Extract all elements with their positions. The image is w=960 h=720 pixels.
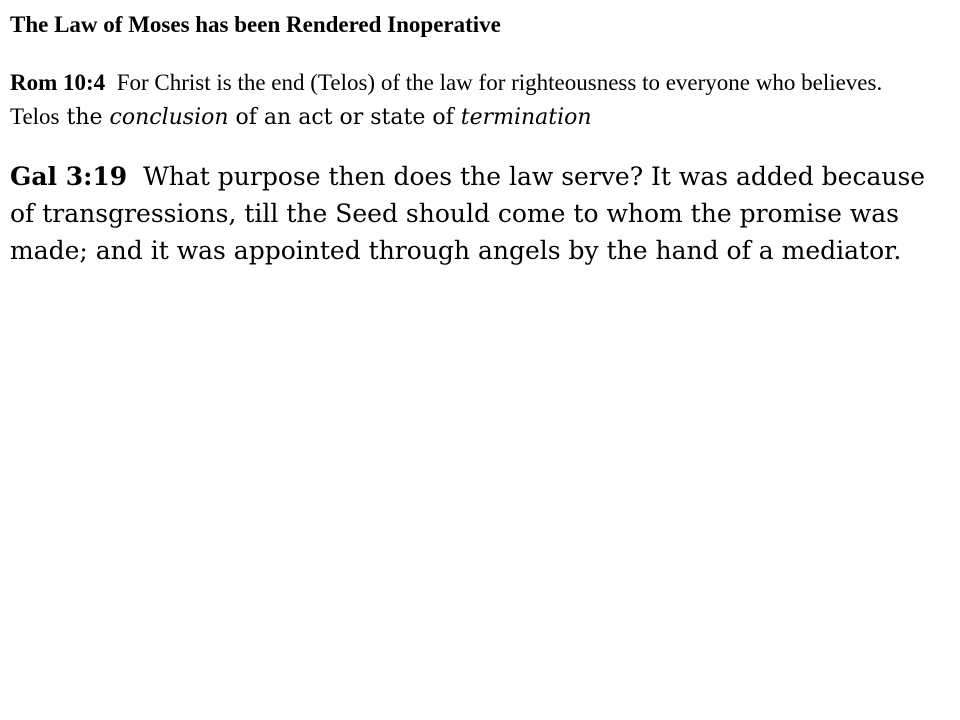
rom-text: For Christ is the end (Telos) of the law for righteousness to everyone who believes. bbox=[116, 70, 883, 95]
rom-reference: Rom 10:4 bbox=[10, 70, 106, 95]
telos-emphasis-conclusion: conclusion bbox=[109, 105, 229, 130]
telos-text-a: the bbox=[66, 105, 103, 130]
telos-definition bbox=[10, 100, 940, 134]
telos-emphasis-termination: termination bbox=[460, 105, 592, 130]
telos-text-b: of an act or state of bbox=[235, 105, 454, 130]
gal-verse bbox=[10, 158, 940, 269]
gal-reference: Gal 3:19 bbox=[10, 162, 128, 191]
telos-word: Telos bbox=[10, 104, 60, 129]
rom-verse bbox=[10, 66, 940, 100]
slide-content bbox=[10, 8, 940, 269]
gal-text: What purpose then does the law serve? It was added because of transgressions, till the Seed should come to whom the promise was made; and it was appointed through angels by the hand of a mediator. bbox=[10, 162, 926, 265]
slide-title: The Law of Moses has been Rendered Inoperative bbox=[10, 12, 501, 37]
